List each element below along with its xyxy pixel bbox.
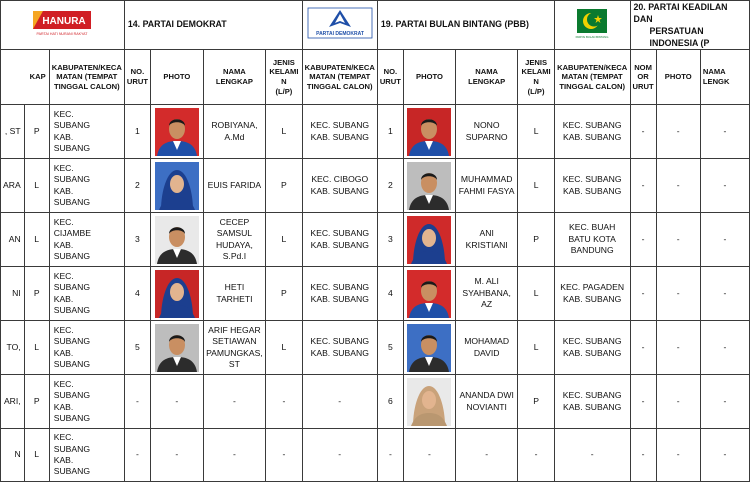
cell-line: KEC. SUBANG	[562, 390, 622, 401]
cell-line: DAVID	[473, 347, 500, 358]
demokrat-no-urut: 1	[124, 105, 150, 159]
candidate-photo	[155, 108, 199, 156]
cell-line: HUDAYA,	[215, 239, 253, 250]
cell-line: PAMUNGKAS,	[206, 347, 263, 358]
pkpi-name: -	[700, 321, 749, 375]
cell-line: KAB.	[53, 293, 74, 304]
header-line: KABUPATEN/KECA	[557, 62, 628, 72]
cell-line: SUBANG	[53, 304, 91, 315]
pbb-photo-cell: -	[403, 429, 455, 482]
hanura-gender: P	[24, 375, 49, 429]
header-line: TINGGAL CALON)	[53, 81, 120, 91]
demokrat-no-urut: -	[124, 429, 150, 482]
cell-line: SUBANG	[53, 412, 91, 423]
header-line: (L/P)	[275, 86, 293, 96]
cell-line: KAB.	[53, 131, 74, 142]
header-line: NO.	[130, 67, 145, 77]
cell-line: ST	[228, 358, 240, 369]
pbb-gender: L	[518, 159, 555, 213]
header-line: NO.	[383, 67, 398, 77]
header-kabupaten-pbb	[554, 50, 630, 105]
cell-line: KEC. SUBANG	[562, 336, 622, 347]
pkpi-photo: -	[656, 105, 700, 159]
demokrat-nama	[203, 375, 265, 429]
pbb-logo-text: PARTAI BULAN BINTANG	[575, 35, 609, 40]
pbb-no-urut: 3	[377, 213, 403, 267]
table-row	[1, 321, 750, 375]
cell-line: SUBANG	[53, 282, 91, 293]
pbb-no-urut: 2	[377, 159, 403, 213]
pbb-nama	[455, 375, 517, 429]
pkpi-name: -	[700, 429, 749, 482]
table-row	[1, 375, 750, 429]
cell-line: CIJAMBE	[53, 228, 91, 239]
pbb-logo-cell	[554, 1, 630, 50]
header-kabupaten-demokrat	[302, 50, 377, 105]
hanura-kabupaten	[49, 429, 124, 482]
pbb-title: 19. PARTAI BULAN BINTANG (PBB)	[377, 1, 554, 50]
pbb-photo-cell	[403, 267, 455, 321]
header-line: TINGGAL CALON)	[559, 81, 626, 91]
cell-line: A.Md	[224, 131, 245, 142]
pbb-gender: L	[518, 105, 555, 159]
hanura-gender: L	[24, 321, 49, 375]
demokrat-kabupaten	[302, 105, 377, 159]
cell-line: KAB. SUBANG	[563, 401, 622, 412]
cell-line: HETI TARHETI	[216, 282, 253, 304]
cell-line: SUBANG	[53, 336, 91, 347]
hanura-kabupaten	[49, 321, 124, 375]
demokrat-nama	[203, 213, 265, 267]
cell-line: SUBANG	[53, 250, 91, 261]
cell-line: KAB. SUBANG	[563, 347, 622, 358]
cell-line: KEC. SUBANG	[562, 174, 622, 185]
header-line: MATAN (TEMPAT	[56, 72, 118, 82]
header-photo-demokrat: PHOTO	[150, 50, 203, 105]
cell-line: NOVIANTI	[466, 401, 507, 412]
pkpi-no: -	[630, 159, 656, 213]
pkpi-name: -	[700, 267, 749, 321]
header-line: N	[281, 77, 287, 86]
pbb-no-urut: -	[377, 429, 403, 482]
pkpi-title	[630, 1, 749, 50]
demokrat-gender: L	[266, 105, 303, 159]
demokrat-photo-cell	[150, 159, 203, 213]
pbb-photo-cell	[403, 321, 455, 375]
demokrat-kabupaten	[302, 159, 377, 213]
cell-line: KEC. CIBOGO	[311, 174, 369, 185]
hanura-kabupaten	[49, 267, 124, 321]
demokrat-logo	[307, 7, 373, 39]
pbb-photo-cell	[403, 159, 455, 213]
cell-line: -	[232, 449, 236, 460]
demokrat-nama	[203, 321, 265, 375]
candidate-photo	[155, 162, 199, 210]
cell-line: KAB.	[53, 239, 74, 250]
candidate-photo	[407, 162, 451, 210]
pkpi-title-line1: 20. PARTAI KEADILAN DAN	[633, 2, 728, 24]
cell-line: MUHAMMAD	[460, 174, 513, 185]
header-kabupaten-hanura	[49, 50, 124, 105]
pbb-nama	[455, 267, 517, 321]
header-gender-pbb	[518, 50, 555, 105]
header-line: KABUPATEN/KECA	[51, 62, 122, 72]
pkpi-name: -	[700, 375, 749, 429]
candidate-photo	[407, 270, 451, 318]
hanura-name-cut: , ST	[1, 105, 25, 159]
header-line: JENIS	[272, 57, 295, 67]
cell-line: KAB.	[53, 455, 74, 465]
hanura-gender: P	[24, 267, 49, 321]
hanura-name-cut: NI	[1, 267, 25, 321]
cell-line: AZ	[481, 299, 493, 310]
header-nama-pkpi: NAMA LENGK	[700, 50, 749, 105]
pkpi-title-line2: PERSATUAN INDONESIA (P	[649, 26, 710, 48]
cell-line: KEC. SUBANG	[562, 120, 622, 131]
pkpi-photo: -	[656, 375, 700, 429]
candidate-photo	[155, 270, 199, 318]
header-no-urut-demokrat	[124, 50, 150, 105]
pbb-kabupaten	[554, 105, 630, 159]
cell-line: KAB.	[53, 401, 74, 412]
pbb-nama	[455, 159, 517, 213]
demokrat-photo-cell	[150, 213, 203, 267]
hanura-name-cut: ARI,	[1, 375, 25, 429]
cell-line: KAB.	[53, 347, 74, 358]
header-line: TINGGAL CALON)	[306, 81, 373, 91]
pkpi-name: -	[700, 213, 749, 267]
candidate-photo	[407, 378, 451, 426]
hanura-gender: P	[24, 105, 49, 159]
cell-line: FAHMI FASYA	[458, 185, 515, 196]
header-line: NOM	[634, 62, 652, 72]
demokrat-photo-cell: -	[150, 375, 203, 429]
pkpi-photo: -	[656, 429, 700, 482]
cell-line: MOHAMAD	[464, 336, 510, 347]
hanura-name-cut: ARA	[1, 159, 25, 213]
cell-line: KEC.	[53, 162, 74, 173]
hanura-gender: L	[24, 429, 49, 482]
header-photo-pbb: PHOTO	[403, 50, 455, 105]
cell-line: ANANDA DWI	[459, 390, 514, 401]
pbb-photo-cell	[403, 105, 455, 159]
pkpi-name: -	[700, 159, 749, 213]
cell-line: KEC. SUBANG	[310, 282, 370, 293]
pbb-kabupaten	[554, 267, 630, 321]
pbb-kabupaten	[554, 213, 630, 267]
demokrat-title: 14. PARTAI DEMOKRAT	[124, 1, 302, 50]
demokrat-kabupaten	[302, 429, 377, 482]
hanura-logo	[31, 8, 93, 38]
party-title-row	[1, 1, 750, 50]
cell-line: SUBANG	[53, 466, 91, 477]
demokrat-photo-cell	[150, 321, 203, 375]
hanura-logo-tagline: PARTAI HATI NURANI RAKYAT	[36, 32, 88, 37]
hanura-gender: L	[24, 213, 49, 267]
pkpi-photo: -	[656, 267, 700, 321]
header-no-urut-pkpi	[630, 50, 656, 105]
demokrat-no-urut: 3	[124, 213, 150, 267]
cell-line: SUBANG	[53, 443, 91, 454]
cell-line: SUBANG	[53, 142, 91, 153]
pbb-gender: P	[518, 213, 555, 267]
candidate-photo	[407, 216, 451, 264]
hanura-kabupaten	[49, 105, 124, 159]
header-line: KABUPATEN/KECA	[304, 62, 375, 72]
cell-line: KEC.	[53, 432, 74, 443]
cell-line: -	[232, 395, 236, 406]
header-nama-cut: KAP	[1, 50, 50, 105]
demokrat-gender: -	[266, 429, 303, 482]
demokrat-no-urut: -	[124, 375, 150, 429]
header-line: MATAN (TEMPAT	[561, 72, 623, 82]
cell-line: S.Pd.I	[222, 250, 247, 261]
pbb-kabupaten	[554, 429, 630, 482]
pbb-no-urut: 5	[377, 321, 403, 375]
cell-line: KEC. SUBANG	[310, 120, 370, 131]
cell-line: KEC.	[53, 270, 74, 281]
cell-line: ARIF HEGAR	[208, 324, 261, 335]
header-line: JENIS	[525, 57, 548, 67]
column-header-row	[1, 50, 750, 105]
header-nama-demokrat: NAMA LENGKAP	[203, 50, 265, 105]
cell-line: KEC.	[53, 108, 74, 119]
header-line: KELAMI	[269, 67, 299, 77]
header-line: OR	[637, 72, 649, 82]
pbb-logo	[574, 7, 610, 39]
pbb-kabupaten	[554, 375, 630, 429]
pbb-nama	[455, 429, 517, 482]
pbb-gender: L	[518, 267, 555, 321]
pkpi-no: -	[630, 213, 656, 267]
demokrat-gender: -	[266, 375, 303, 429]
cell-line: KAB. SUBANG	[563, 185, 622, 196]
demokrat-kabupaten	[302, 321, 377, 375]
pbb-kabupaten	[554, 321, 630, 375]
cell-line: -	[338, 449, 342, 460]
pkpi-no: -	[630, 429, 656, 482]
cell-line: SUBANG	[53, 174, 91, 185]
table-row	[1, 429, 750, 482]
cell-line: KAB. SUBANG	[310, 185, 369, 196]
pbb-gender: P	[518, 375, 555, 429]
demokrat-kabupaten	[302, 213, 377, 267]
demokrat-no-urut: 5	[124, 321, 150, 375]
header-nama-pbb: NAMA LENGKAP	[455, 50, 517, 105]
pkpi-no: -	[630, 375, 656, 429]
header-no-urut-pbb	[377, 50, 403, 105]
demokrat-gender: L	[266, 213, 303, 267]
demokrat-kabupaten	[302, 267, 377, 321]
demokrat-no-urut: 4	[124, 267, 150, 321]
table-row	[1, 159, 750, 213]
cell-line: SUPARNO	[465, 131, 508, 142]
hanura-kabupaten	[49, 213, 124, 267]
hanura-logo-text: HANURA	[42, 16, 87, 28]
demokrat-photo-cell: -	[150, 429, 203, 482]
header-line: URUT	[632, 81, 654, 91]
cell-line: KEC. SUBANG	[310, 336, 370, 347]
table-row	[1, 267, 750, 321]
header-photo-pkpi: PHOTO	[656, 50, 700, 105]
cell-line: KEC.	[53, 216, 74, 227]
demokrat-nama	[203, 105, 265, 159]
table-row	[1, 213, 750, 267]
cell-line: -	[485, 449, 489, 460]
header-line: (L/P)	[527, 86, 545, 96]
candidate-photo	[407, 108, 451, 156]
pkpi-no: -	[630, 267, 656, 321]
demokrat-gender: P	[266, 159, 303, 213]
cell-line: M. ALI	[474, 276, 499, 287]
cell-line: BANDUNG	[570, 245, 614, 256]
table-row	[1, 105, 750, 159]
cell-line: ROBIYANA,	[211, 120, 258, 131]
cell-line: -	[338, 395, 342, 406]
cell-line: KAB. SUBANG	[310, 347, 369, 358]
pbb-gender: L	[518, 321, 555, 375]
header-gender-demokrat	[266, 50, 303, 105]
demokrat-logo-text: PARTAI DEMOKRAT	[315, 31, 364, 38]
cell-line: BATU KOTA	[568, 233, 616, 244]
cell-line: KEC. PAGADEN	[560, 282, 625, 293]
pbb-nama	[455, 105, 517, 159]
pkpi-no: -	[630, 321, 656, 375]
cell-line: KAB. SUBANG	[563, 293, 622, 304]
demokrat-photo-cell	[150, 105, 203, 159]
cell-line: KAB. SUBANG	[563, 131, 622, 142]
pbb-nama	[455, 213, 517, 267]
hanura-name-cut: TO,	[1, 321, 25, 375]
pbb-kabupaten	[554, 159, 630, 213]
demokrat-nama	[203, 429, 265, 482]
pkpi-photo: -	[656, 321, 700, 375]
cell-line: EUIS FARIDA	[207, 179, 262, 190]
cell-line: SYAHBANA,	[462, 287, 511, 298]
pbb-photo-cell	[403, 375, 455, 429]
pbb-no-urut: 1	[377, 105, 403, 159]
hanura-name-cut: AN	[1, 213, 25, 267]
cell-line: -	[590, 449, 594, 460]
demokrat-no-urut: 2	[124, 159, 150, 213]
hanura-kabupaten	[49, 375, 124, 429]
cell-line: KEC. SUBANG	[310, 228, 370, 239]
demokrat-gender: P	[266, 267, 303, 321]
pbb-no-urut: 4	[377, 267, 403, 321]
cell-line: KAB. SUBANG	[310, 239, 369, 250]
cell-line: KAB.	[53, 185, 74, 196]
cell-line: SAMSUL	[216, 228, 253, 239]
cell-line: KAB. SUBANG	[310, 131, 369, 142]
demokrat-nama	[203, 267, 265, 321]
pkpi-photo: -	[656, 159, 700, 213]
cell-line: KAB. SUBANG	[310, 293, 369, 304]
cell-line: CECEP	[219, 216, 250, 227]
pbb-no-urut: 6	[377, 375, 403, 429]
cell-line: SUBANG	[53, 196, 91, 207]
candidate-photo	[407, 324, 451, 372]
pkpi-no: -	[630, 105, 656, 159]
cell-line: KEC.	[53, 378, 74, 389]
cell-line: SETIAWAN	[212, 336, 257, 347]
demokrat-gender: L	[266, 321, 303, 375]
demokrat-kabupaten	[302, 375, 377, 429]
hanura-name-cut: N	[1, 429, 25, 482]
cell-line: SUBANG	[53, 390, 91, 401]
cell-line: ANI KRISTIANI	[465, 228, 508, 250]
cell-line: NONO	[473, 120, 500, 131]
hanura-kabupaten	[49, 159, 124, 213]
pbb-photo-cell	[403, 213, 455, 267]
hanura-logo-cell	[1, 1, 125, 50]
header-line: URUT	[126, 77, 148, 86]
cell-line: KEC.	[53, 324, 74, 335]
pbb-gender: -	[518, 429, 555, 482]
cell-line: SUBANG	[53, 358, 91, 369]
pkpi-photo: -	[656, 213, 700, 267]
cell-line: SUBANG	[53, 120, 91, 131]
header-line: MATAN (TEMPAT	[309, 72, 371, 82]
pbb-nama	[455, 321, 517, 375]
hanura-gender: L	[24, 159, 49, 213]
demokrat-logo-cell	[302, 1, 377, 50]
header-line: N	[533, 77, 539, 86]
candidate-photo	[155, 216, 199, 264]
header-line: KELAMI	[521, 67, 551, 77]
candidate-photo	[155, 324, 199, 372]
header-line: URUT	[379, 77, 401, 86]
demokrat-photo-cell	[150, 267, 203, 321]
demokrat-nama	[203, 159, 265, 213]
cell-line: KEC. BUAH	[569, 222, 616, 233]
pkpi-name: -	[700, 105, 749, 159]
